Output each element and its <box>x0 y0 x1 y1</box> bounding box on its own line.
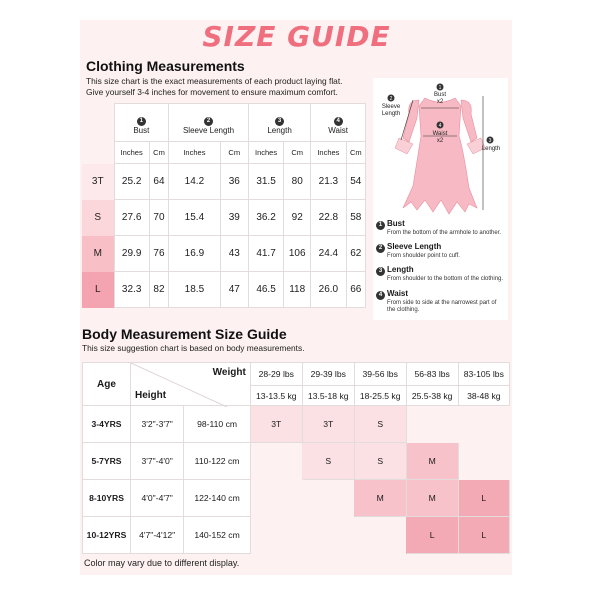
height-in-cell: 4'0"-4'7" <box>131 480 184 517</box>
bust-diagram-mult: x2 <box>436 99 444 105</box>
measurement-cell: 70 <box>149 200 168 236</box>
unit-cell: Cm <box>346 142 365 164</box>
height-in-cell: 3'7"-4'0" <box>131 443 184 480</box>
age-cell: 3-4YRS <box>83 406 131 443</box>
age-header: Age <box>83 363 131 406</box>
measurement-cell: 26.0 <box>311 272 346 308</box>
measurement-cell: 82 <box>149 272 168 308</box>
weight-kg-4: 38-48 kg <box>458 386 509 406</box>
page-title: SIZE GUIDE <box>202 20 391 53</box>
size-label: L <box>82 272 114 308</box>
footer-note: Color may vary due to different display. <box>84 558 240 568</box>
weight-kg-3: 25.5-38 kg <box>406 386 458 406</box>
measurement-cell: 31.5 <box>248 164 283 200</box>
size-suggestion-cell <box>302 517 354 554</box>
size-label: M <box>82 236 114 272</box>
measurement-cell: 64 <box>149 164 168 200</box>
clothing-row <box>82 200 366 236</box>
unit-cell: Inches <box>311 142 346 164</box>
length-num: 3 <box>488 138 492 144</box>
unit-cell: Inches <box>114 142 149 164</box>
length-diagram-label: Length <box>481 146 501 152</box>
clothing-desc-2: Give yourself 3-4 inches for movement to ensure maximum comfort. <box>86 87 338 97</box>
measurement-cell: 14.2 <box>169 164 220 200</box>
dress-diagram-panel <box>373 78 508 320</box>
size-suggestion-cell: L <box>458 480 509 517</box>
measurement-cell: 62 <box>346 236 365 272</box>
measurement-cell: 58 <box>346 200 365 236</box>
sleeve-num: 2 <box>389 96 393 102</box>
size-label: 3T <box>82 164 114 200</box>
measurement-cell: 66 <box>346 272 365 308</box>
body-heading: Body Measurement Size Guide <box>82 326 287 342</box>
size-suggestion-cell: S <box>354 443 406 480</box>
clothing-row <box>82 272 366 308</box>
size-suggestion-cell <box>458 443 509 480</box>
size-suggestion-cell <box>250 480 302 517</box>
height-label: Height <box>135 390 167 401</box>
measurement-cell: 32.3 <box>114 272 149 308</box>
col-bust: 1 Bust <box>114 104 169 142</box>
size-suggestion-cell: M <box>406 480 458 517</box>
height-cm-cell: 140-152 cm <box>184 517 251 554</box>
col-waist: 4 Waist <box>311 104 366 142</box>
measurement-cell: 106 <box>284 236 311 272</box>
unit-cell: Inches <box>248 142 283 164</box>
measurement-cell: 18.5 <box>169 272 220 308</box>
size-suggestion-cell: 3T <box>250 406 302 443</box>
size-suggestion-cell <box>302 480 354 517</box>
height-cm-cell: 110-122 cm <box>184 443 251 480</box>
size-suggestion-cell: L <box>458 517 509 554</box>
age-cell: 10-12YRS <box>83 517 131 554</box>
measurement-cell: 25.2 <box>114 164 149 200</box>
size-suggestion-cell <box>458 406 509 443</box>
left-cuff <box>395 138 413 154</box>
weight-lbs-3: 56-83 lbs <box>406 363 458 386</box>
height-cm-cell: 122-140 cm <box>184 480 251 517</box>
measurement-cell: 16.9 <box>169 236 220 272</box>
age-cell: 5-7YRS <box>83 443 131 480</box>
measurement-cell: 46.5 <box>248 272 283 308</box>
clothing-row <box>82 164 366 200</box>
measurement-cell: 118 <box>284 272 311 308</box>
measurement-cell: 41.7 <box>248 236 283 272</box>
weight-height-header <box>131 363 251 406</box>
measurement-cell: 43 <box>220 236 248 272</box>
measurement-cell: 24.4 <box>311 236 346 272</box>
clothing-heading: Clothing Measurements <box>86 58 245 74</box>
unit-cell: Cm <box>284 142 311 164</box>
unit-cell: Cm <box>220 142 248 164</box>
bust-diagram-label: Bust <box>433 92 447 98</box>
size-suggestion-cell: S <box>302 443 354 480</box>
weight-lbs-4: 83-105 lbs <box>458 363 509 386</box>
height-in-cell: 4'7"-4'12" <box>131 517 184 554</box>
legend-waist: 4 Waist From side to side at the narrowest part of the clothing. <box>376 290 516 314</box>
measurement-cell: 54 <box>346 164 365 200</box>
sleeve-diagram-label-2: Length <box>381 111 401 117</box>
measurement-cell: 47 <box>220 272 248 308</box>
col-sleeve: 2 Sleeve Length <box>169 104 249 142</box>
body-table <box>82 362 510 554</box>
dress-diagram <box>373 78 508 320</box>
weight-lbs-2: 39-56 lbs <box>354 363 406 386</box>
clothing-table <box>82 103 366 308</box>
weight-lbs-1: 29-39 lbs <box>302 363 354 386</box>
unit-cell: Inches <box>169 142 220 164</box>
measurement-cell: 92 <box>284 200 311 236</box>
body-row <box>83 480 510 517</box>
bust-num: 1 <box>438 85 442 91</box>
waist-diagram-label: Waist <box>432 131 448 137</box>
measurement-cell: 22.8 <box>311 200 346 236</box>
measurement-cell: 36.2 <box>248 200 283 236</box>
measurement-cell: 21.3 <box>311 164 346 200</box>
height-in-cell: 3'2"-3'7" <box>131 406 184 443</box>
measurement-cell: 29.9 <box>114 236 149 272</box>
legend-sleeve: 2 Sleeve Length From shoulder point to cuff. <box>376 243 516 260</box>
height-cm-cell: 98-110 cm <box>184 406 251 443</box>
measurement-cell: 36 <box>220 164 248 200</box>
size-suggestion-cell: M <box>406 443 458 480</box>
clothing-desc-1: This size chart is the exact measurements of each product laying flat. <box>86 76 343 86</box>
body-row <box>83 443 510 480</box>
measurement-cell: 76 <box>149 236 168 272</box>
clothing-row <box>82 236 366 272</box>
waist-diagram-mult: x2 <box>436 138 444 144</box>
right-sleeve <box>461 100 477 142</box>
weight-kg-1: 13.5-18 kg <box>302 386 354 406</box>
weight-kg-2: 18-25.5 kg <box>354 386 406 406</box>
body-row <box>83 517 510 554</box>
size-suggestion-cell <box>250 443 302 480</box>
body-desc: This size suggestion chart is based on body measurements. <box>82 343 305 353</box>
legend-bust: 1 Bust From the bottom of the armhole to another. <box>376 220 516 237</box>
measurement-cell: 27.6 <box>114 200 149 236</box>
unit-cell: Cm <box>149 142 168 164</box>
weight-label: Weight <box>212 367 246 378</box>
body-row <box>83 406 510 443</box>
sleeve-diagram-label-1: Sleeve <box>381 104 401 110</box>
size-suggestion-cell: S <box>354 406 406 443</box>
weight-kg-0: 13-13.5 kg <box>250 386 302 406</box>
size-label: S <box>82 200 114 236</box>
measurement-cell: 39 <box>220 200 248 236</box>
weight-lbs-0: 28-29 lbs <box>250 363 302 386</box>
age-cell: 8-10YRS <box>83 480 131 517</box>
size-suggestion-cell <box>250 517 302 554</box>
waist-num: 4 <box>438 123 442 129</box>
measurement-cell: 80 <box>284 164 311 200</box>
size-suggestion-cell <box>406 406 458 443</box>
size-suggestion-cell: 3T <box>302 406 354 443</box>
size-suggestion-cell: L <box>406 517 458 554</box>
size-suggestion-cell: M <box>354 480 406 517</box>
measurement-cell: 15.4 <box>169 200 220 236</box>
legend-length: 3 Length From shoulder to the bottom of the clothing. <box>376 266 516 283</box>
size-suggestion-cell <box>354 517 406 554</box>
col-length: 3 Length <box>248 104 310 142</box>
